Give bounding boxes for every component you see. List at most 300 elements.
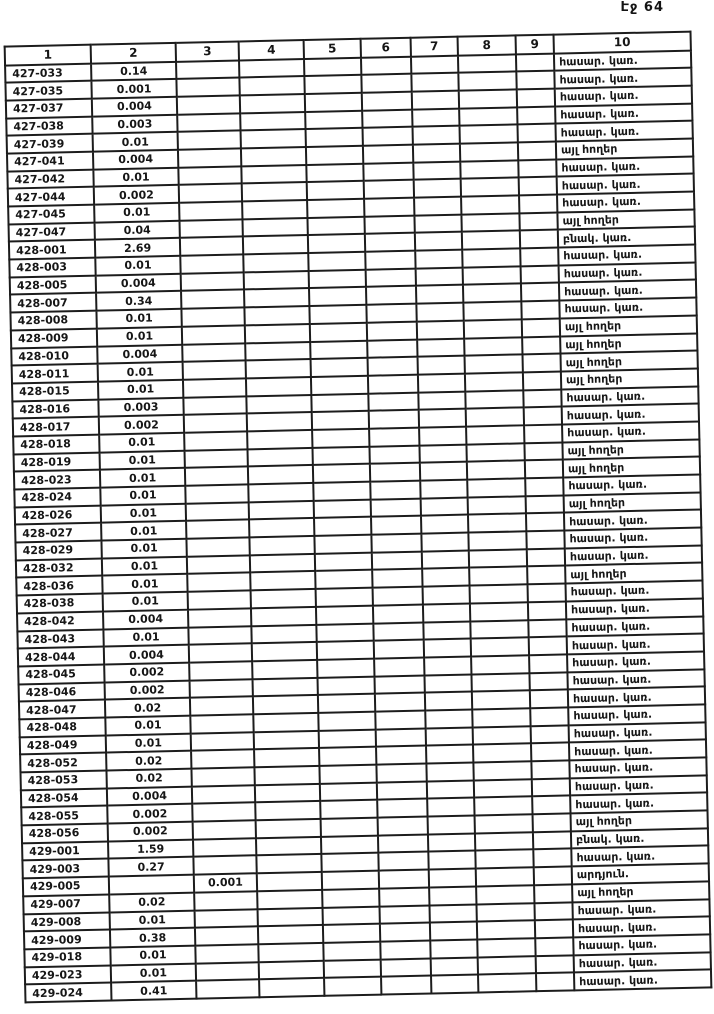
cell-empty-col6 <box>363 145 413 164</box>
cell-value-col2: 0.01 <box>111 963 196 983</box>
cell-value-col3 <box>185 467 248 486</box>
cell-empty-col5 <box>313 464 370 483</box>
cell-empty-col9 <box>517 88 555 107</box>
cell-empty-col4 <box>256 819 321 838</box>
cell-empty-col8 <box>465 390 523 409</box>
cell-empty-col9 <box>521 283 559 302</box>
cell-land-use: բնակ. կառ. <box>571 828 708 849</box>
cell-empty-col4 <box>244 271 309 290</box>
cell-value-col3 <box>179 201 242 220</box>
cell-empty-col8 <box>459 107 517 126</box>
cell-empty-col6 <box>368 392 418 411</box>
cell-empty-col4 <box>259 960 324 979</box>
cell-empty-col6 <box>367 321 417 340</box>
cell-empty-col8 <box>473 726 531 745</box>
cell-empty-col4 <box>251 607 316 626</box>
cell-empty-col6 <box>362 109 412 128</box>
cell-empty-col9 <box>534 867 572 886</box>
cell-empty-col8 <box>469 549 527 568</box>
cell-empty-col6 <box>373 604 423 623</box>
cell-value-col2: 0.002 <box>94 185 179 205</box>
cell-empty-col8 <box>473 744 531 763</box>
cell-empty-col4 <box>242 218 307 237</box>
cell-empty-col4 <box>258 943 323 962</box>
cell-land-use: հասար. կառ. <box>570 775 707 796</box>
cell-empty-col6 <box>371 534 421 553</box>
cell-empty-col5 <box>309 305 366 324</box>
column-header-10: 10 <box>554 32 691 53</box>
cell-empty-col7 <box>425 692 472 711</box>
cell-value-col2: 0.01 <box>101 521 186 541</box>
cell-empty-col5 <box>309 287 366 306</box>
cell-empty-col6 <box>370 481 420 500</box>
column-header-3: 3 <box>176 41 239 61</box>
cell-empty-col7 <box>416 267 463 286</box>
cell-land-use: հասար. կառ. <box>557 174 694 195</box>
cell-empty-col6 <box>370 463 420 482</box>
cell-land-use: հասար. կառ. <box>571 846 708 867</box>
cell-empty-col5 <box>319 729 376 748</box>
cell-value-col2: 0.01 <box>93 167 178 187</box>
cell-empty-col9 <box>532 796 570 815</box>
cell-parcel-code: 428-052 <box>20 753 106 773</box>
column-header-2: 2 <box>91 43 176 63</box>
cell-parcel-code: 428-036 <box>16 576 102 596</box>
cell-land-use: այլ հողեր <box>560 351 697 372</box>
cell-empty-col9 <box>528 619 566 638</box>
cell-empty-col4 <box>255 784 320 803</box>
cell-empty-col4 <box>239 76 304 95</box>
cell-value-col3 <box>183 378 246 397</box>
cell-empty-col8 <box>466 425 524 444</box>
cell-empty-col7 <box>429 886 476 905</box>
cell-empty-col7 <box>424 674 471 693</box>
cell-value-col3 <box>195 944 258 963</box>
column-header-1: 1 <box>5 45 91 65</box>
cell-value-col3 <box>195 926 258 945</box>
cell-empty-col4 <box>252 660 317 679</box>
cell-empty-col4 <box>249 501 314 520</box>
cell-empty-col8 <box>458 72 516 91</box>
cell-empty-col9 <box>528 601 566 620</box>
cell-empty-col4 <box>249 536 314 555</box>
column-header-6: 6 <box>361 38 411 58</box>
cell-value-col2: 0.01 <box>98 362 183 382</box>
cell-empty-col5 <box>312 429 369 448</box>
cell-parcel-code: 427-035 <box>5 81 91 101</box>
cell-empty-col7 <box>426 727 473 746</box>
cell-value-col3 <box>186 537 249 556</box>
cell-empty-col5 <box>306 146 363 165</box>
cell-empty-col4 <box>242 200 307 219</box>
cell-value-col3 <box>191 732 254 751</box>
cell-empty-col8 <box>466 408 524 427</box>
cell-empty-col4 <box>244 306 309 325</box>
cell-empty-col6 <box>378 834 428 853</box>
cell-empty-col8 <box>470 602 528 621</box>
cell-empty-col9 <box>531 760 569 779</box>
cell-value-col2: 0.004 <box>103 610 188 630</box>
cell-empty-col8 <box>475 814 533 833</box>
cell-empty-col9 <box>529 637 567 656</box>
cell-value-col3 <box>185 484 248 503</box>
cell-value-col3 <box>183 361 246 380</box>
cell-empty-col8 <box>470 620 528 639</box>
cell-empty-col5 <box>315 552 372 571</box>
cell-empty-col5 <box>310 340 367 359</box>
cell-parcel-code: 429-008 <box>24 912 110 932</box>
cell-land-use: հասար. կառ. <box>568 687 705 708</box>
cell-parcel-code: 427-045 <box>8 205 94 225</box>
cell-empty-col8 <box>471 655 529 674</box>
cell-empty-col6 <box>366 304 416 323</box>
cell-land-use: հասար. կառ. <box>566 581 703 602</box>
cell-empty-col4 <box>240 94 305 113</box>
cell-value-col3 <box>184 414 247 433</box>
cell-empty-col5 <box>315 570 372 589</box>
cell-value-col3 <box>181 290 244 309</box>
cell-value-col3 <box>188 626 251 645</box>
cell-land-use: այլ հողեր <box>571 810 708 831</box>
cell-parcel-code: 427-033 <box>5 63 91 83</box>
cell-land-use: հասար. կառ. <box>574 970 711 991</box>
cell-empty-col5 <box>312 446 369 465</box>
cell-empty-col8 <box>460 142 518 161</box>
cell-value-col3 <box>185 449 248 468</box>
cell-land-use: հասար. կառ. <box>559 280 696 301</box>
cell-value-col2: 0.01 <box>100 468 185 488</box>
land-parcel-table <box>4 31 713 1004</box>
cell-value-col2: 0.004 <box>92 97 177 117</box>
cell-empty-col8 <box>459 89 517 108</box>
cell-empty-col7 <box>411 73 458 92</box>
cell-value-col2: 0.02 <box>106 769 191 789</box>
cell-value-col2: 0.004 <box>93 150 178 170</box>
cell-parcel-code: 428-008 <box>10 311 96 331</box>
cell-empty-col8 <box>478 956 536 975</box>
cell-value-col2: 0.002 <box>104 663 189 683</box>
cell-empty-col5 <box>307 199 364 218</box>
cell-empty-col8 <box>468 531 526 550</box>
cell-empty-col7 <box>423 621 470 640</box>
cell-empty-col7 <box>415 232 462 251</box>
cell-value-col3 <box>194 891 257 910</box>
cell-empty-col8 <box>471 673 529 692</box>
cell-empty-col4 <box>256 837 321 856</box>
cell-empty-col9 <box>534 884 572 903</box>
cell-empty-col9 <box>535 920 573 939</box>
cell-empty-col6 <box>377 781 427 800</box>
cell-empty-col8 <box>478 973 536 992</box>
cell-empty-col5 <box>323 906 380 925</box>
cell-empty-col9 <box>522 354 560 373</box>
cell-empty-col4 <box>251 624 316 643</box>
cell-value-col2: 0.01 <box>101 539 186 559</box>
cell-parcel-code: 428-038 <box>17 594 103 614</box>
cell-empty-col7 <box>422 568 469 587</box>
cell-parcel-code: 428-047 <box>19 700 105 720</box>
cell-empty-col8 <box>475 850 533 869</box>
cell-parcel-code: 427-044 <box>8 187 94 207</box>
cell-empty-col8 <box>461 213 519 232</box>
cell-land-use: հասար. կառ. <box>562 404 699 425</box>
cell-parcel-code: 427-039 <box>7 134 93 154</box>
cell-empty-col9 <box>536 973 574 992</box>
cell-empty-col9 <box>516 53 554 72</box>
cell-parcel-code: 428-054 <box>21 788 107 808</box>
cell-empty-col4 <box>257 890 322 909</box>
cell-empty-col5 <box>323 924 380 943</box>
cell-empty-col8 <box>470 584 528 603</box>
cell-value-col3 <box>189 661 252 680</box>
cell-empty-col7 <box>428 833 475 852</box>
cell-value-col2: 0.002 <box>107 804 192 824</box>
cell-empty-col5 <box>318 712 375 731</box>
cell-empty-col8 <box>467 461 525 480</box>
cell-value-col3: 0.001 <box>194 873 257 892</box>
cell-empty-col5 <box>314 499 371 518</box>
cell-empty-col9 <box>525 477 563 496</box>
cell-empty-col7 <box>424 656 471 675</box>
cell-value-col2: 2.69 <box>95 238 180 258</box>
cell-parcel-code: 428-043 <box>17 629 103 649</box>
cell-empty-col9 <box>524 442 562 461</box>
cell-land-use: հասար. կառ. <box>572 899 709 920</box>
cell-value-col3 <box>180 254 243 273</box>
cell-parcel-code: 428-026 <box>15 505 101 525</box>
cell-parcel-code: 428-015 <box>12 381 98 401</box>
cell-value-col2: 0.004 <box>104 645 189 665</box>
cell-empty-col6 <box>364 215 414 234</box>
cell-value-col2: 0.02 <box>105 698 190 718</box>
cell-value-col2: 0.001 <box>91 79 176 99</box>
cell-empty-col6 <box>376 728 426 747</box>
cell-value-col3 <box>178 148 241 167</box>
cell-value-col2: 0.14 <box>91 61 176 81</box>
cell-empty-col4 <box>246 359 311 378</box>
cell-empty-col7 <box>415 250 462 269</box>
cell-value-col2: 0.004 <box>96 274 181 294</box>
cell-empty-col9 <box>519 177 557 196</box>
cell-empty-col4 <box>248 483 313 502</box>
cell-parcel-code: 428-032 <box>16 558 102 578</box>
cell-empty-col9 <box>529 672 567 691</box>
cell-value-col2: 0.01 <box>110 910 195 930</box>
cell-empty-col9 <box>523 389 561 408</box>
cell-empty-col9 <box>530 690 568 709</box>
cell-empty-col7 <box>423 586 470 605</box>
cell-empty-col7 <box>430 922 477 941</box>
cell-empty-col8 <box>466 443 524 462</box>
cell-parcel-code: 429-024 <box>25 983 111 1003</box>
cell-parcel-code: 428-009 <box>11 328 97 348</box>
cell-parcel-code: 428-053 <box>20 771 106 791</box>
cell-empty-col7 <box>411 55 458 74</box>
cell-empty-col5 <box>321 853 378 872</box>
cell-empty-col7 <box>416 303 463 322</box>
cell-empty-col7 <box>431 975 478 994</box>
cell-land-use: հասար. կառ. <box>569 740 706 761</box>
cell-parcel-code: 428-024 <box>14 488 100 508</box>
cell-empty-col4 <box>250 554 315 573</box>
cell-value-col2: 0.01 <box>93 132 178 152</box>
cell-empty-col5 <box>318 694 375 713</box>
cell-empty-col7 <box>413 144 460 163</box>
cell-parcel-code: 428-023 <box>14 470 100 490</box>
page-number-label: Էջ 64 <box>620 0 664 15</box>
cell-empty-col8 <box>461 178 519 197</box>
cell-land-use: հասար. կառ. <box>559 262 696 283</box>
cell-empty-col8 <box>459 125 517 144</box>
cell-empty-col7 <box>426 745 473 764</box>
cell-empty-col7 <box>414 197 461 216</box>
cell-empty-col5 <box>319 747 376 766</box>
cell-empty-col7 <box>418 391 465 410</box>
cell-empty-col8 <box>467 478 525 497</box>
cell-empty-col5 <box>317 641 374 660</box>
cell-value-col2: 0.003 <box>92 114 177 134</box>
cell-empty-col8 <box>463 301 521 320</box>
cell-empty-col6 <box>379 905 429 924</box>
cell-empty-col6 <box>375 693 425 712</box>
cell-value-col3 <box>181 308 244 327</box>
cell-empty-col4 <box>243 235 308 254</box>
cell-empty-col8 <box>474 797 532 816</box>
cell-empty-col8 <box>464 337 522 356</box>
cell-empty-col9 <box>526 531 564 550</box>
cell-parcel-code: 428-001 <box>9 240 95 260</box>
cell-empty-col7 <box>421 515 468 534</box>
cell-value-col3 <box>186 502 249 521</box>
cell-empty-col8 <box>476 885 534 904</box>
cell-empty-col7 <box>418 373 465 392</box>
cell-empty-col4 <box>253 695 318 714</box>
cell-empty-col4 <box>249 518 314 537</box>
cell-empty-col5 <box>308 252 365 271</box>
cell-empty-col6 <box>368 375 418 394</box>
cell-value-col2: 0.01 <box>96 309 181 329</box>
cell-empty-col9 <box>535 937 573 956</box>
cell-empty-col5 <box>304 75 361 94</box>
cell-empty-col4 <box>250 571 315 590</box>
cell-empty-col7 <box>419 444 466 463</box>
cell-empty-col8 <box>469 567 527 586</box>
cell-empty-col8 <box>468 514 526 533</box>
cell-land-use: այլ հողեր <box>565 563 702 584</box>
cell-empty-col5 <box>314 517 371 536</box>
cell-parcel-code: 428-048 <box>19 717 105 737</box>
cell-value-col3 <box>188 608 251 627</box>
cell-value-col3 <box>179 219 242 238</box>
cell-empty-col7 <box>428 816 475 835</box>
cell-empty-col5 <box>316 623 373 642</box>
cell-empty-col5 <box>316 605 373 624</box>
cell-empty-col4 <box>254 748 319 767</box>
cell-parcel-code: 428-016 <box>12 399 98 419</box>
cell-parcel-code: 427-042 <box>7 169 93 189</box>
cell-value-col3 <box>177 113 240 132</box>
cell-empty-col5 <box>308 234 365 253</box>
cell-parcel-code: 428-011 <box>12 364 98 384</box>
cell-empty-col5 <box>320 782 377 801</box>
cell-empty-col9 <box>524 407 562 426</box>
cell-empty-col5 <box>304 57 361 76</box>
cell-empty-col4 <box>241 129 306 148</box>
cell-empty-col5 <box>311 376 368 395</box>
cell-land-use: այլ հողեր <box>561 368 698 389</box>
cell-empty-col5 <box>324 977 381 996</box>
cell-empty-col4 <box>246 377 311 396</box>
cell-value-col3 <box>196 979 259 998</box>
cell-empty-col6 <box>378 852 428 871</box>
cell-empty-col6 <box>369 445 419 464</box>
cell-empty-col8 <box>472 708 530 727</box>
cell-empty-col8 <box>474 779 532 798</box>
cell-value-col2: 0.41 <box>111 981 196 1001</box>
cell-empty-col7 <box>420 480 467 499</box>
cell-land-use: հասար. կառ. <box>569 722 706 743</box>
cell-value-col3 <box>190 697 253 716</box>
cell-land-use: հասար. կառ. <box>568 704 705 725</box>
cell-empty-col7 <box>414 179 461 198</box>
cell-value-col3 <box>190 679 253 698</box>
cell-value-col3 <box>188 590 251 609</box>
cell-empty-col6 <box>364 198 414 217</box>
cell-value-col3 <box>186 520 249 539</box>
cell-value-col2: 0.04 <box>95 220 180 240</box>
cell-empty-col4 <box>239 59 304 78</box>
cell-land-use: հասար. կառ. <box>566 616 703 637</box>
cell-value-col3 <box>182 325 245 344</box>
cell-empty-col5 <box>322 871 379 890</box>
cell-empty-col9 <box>518 159 556 178</box>
column-header-7: 7 <box>411 37 458 57</box>
cell-empty-col9 <box>524 424 562 443</box>
cell-empty-col5 <box>306 163 363 182</box>
cell-value-col3 <box>196 962 259 981</box>
cell-empty-col7 <box>419 427 466 446</box>
cell-value-col2 <box>109 875 194 895</box>
cell-empty-col4 <box>247 412 312 431</box>
cell-empty-col9 <box>530 707 568 726</box>
cell-empty-col8 <box>462 231 520 250</box>
cell-empty-col7 <box>424 639 471 658</box>
cell-empty-col4 <box>248 465 313 484</box>
cell-empty-col8 <box>465 355 523 374</box>
cell-empty-col9 <box>516 71 554 90</box>
cell-land-use: հասար. կառ. <box>557 192 694 213</box>
cell-empty-col9 <box>521 265 559 284</box>
cell-empty-col9 <box>521 301 559 320</box>
cell-land-use: այլ հողեր <box>556 139 693 160</box>
cell-value-col2: 0.004 <box>107 786 192 806</box>
cell-value-col3 <box>191 767 254 786</box>
cell-empty-col5 <box>323 941 380 960</box>
cell-value-col3 <box>184 431 247 450</box>
cell-value-col2: 1.59 <box>108 839 193 859</box>
cell-empty-col4 <box>253 677 318 696</box>
cell-empty-col5 <box>319 765 376 784</box>
cell-empty-col7 <box>423 603 470 622</box>
cell-empty-col8 <box>465 372 523 391</box>
cell-land-use: հասար. կառ. <box>564 510 701 531</box>
cell-value-col2: 0.01 <box>99 433 184 453</box>
cell-value-col3 <box>193 856 256 875</box>
cell-parcel-code: 427-047 <box>9 222 95 242</box>
cell-empty-col8 <box>476 903 534 922</box>
cell-empty-col9 <box>522 318 560 337</box>
cell-empty-col5 <box>322 888 379 907</box>
